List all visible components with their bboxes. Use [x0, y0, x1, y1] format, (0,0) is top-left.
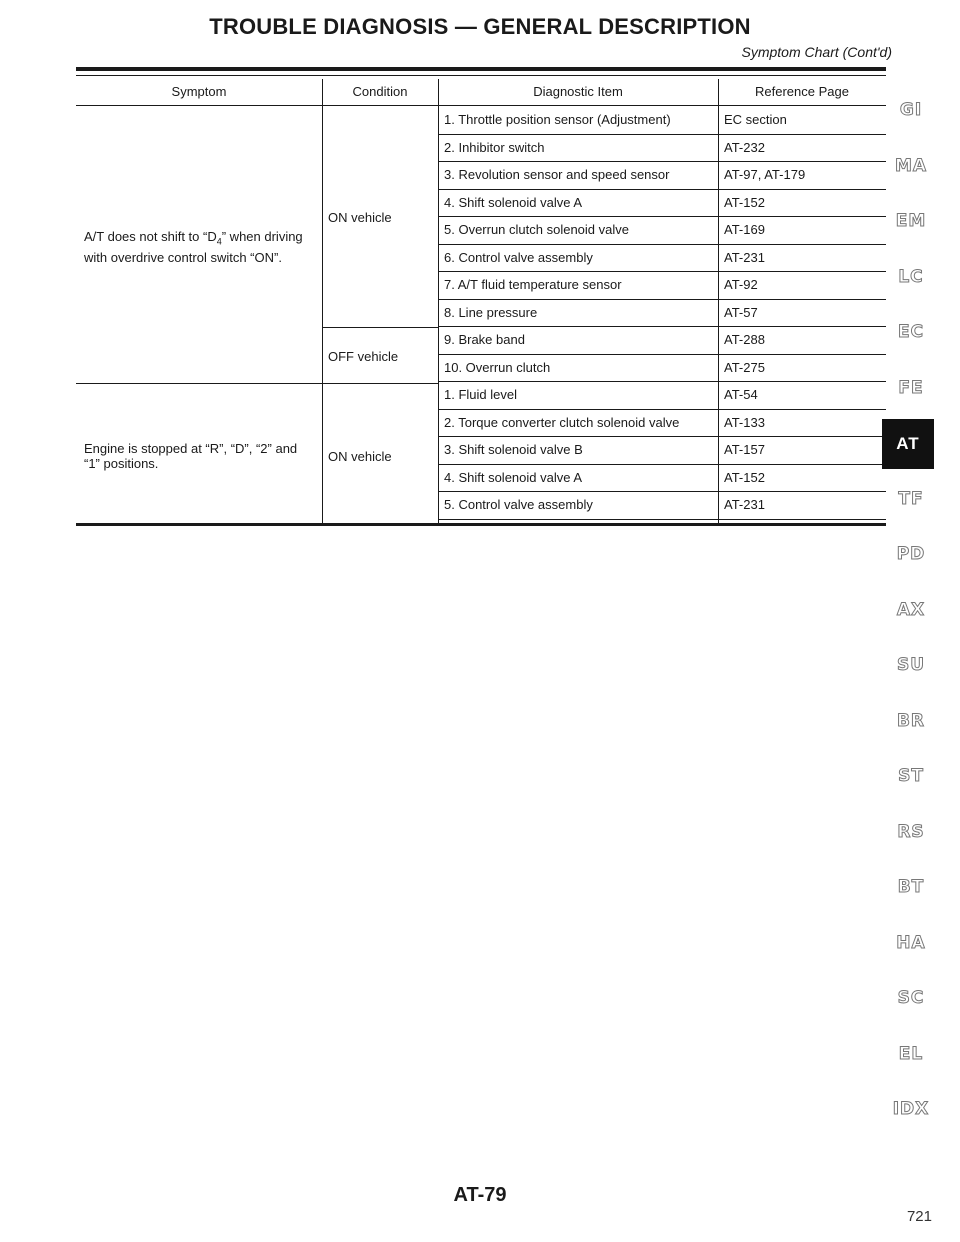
reference-page: AT-92	[724, 277, 758, 292]
diagnostic-item: 2. Inhibitor switch	[444, 139, 545, 155]
section-tab-ha[interactable]: HA	[896, 932, 926, 953]
section-tab-index	[876, 100, 960, 1119]
symptom-table	[76, 79, 886, 523]
diagnostic-item: 5. Control valve assembly	[444, 497, 593, 512]
section-tab-tf[interactable]: TF	[898, 488, 924, 509]
diagnostic-item: 1. Throttle position sensor (Adjustment)	[444, 112, 671, 127]
header-rule-thick	[76, 67, 886, 71]
section-tab-st[interactable]: ST	[898, 766, 924, 786]
scan-page-number: 721	[906, 1208, 932, 1225]
column-header-condition: Condition	[352, 84, 408, 99]
section-tab-el[interactable]: EL	[898, 1043, 924, 1064]
column-header-reference-page: Reference Page	[755, 84, 849, 99]
symptom-text-part: “1” positions.	[84, 456, 159, 471]
condition-label: OFF vehicle	[328, 349, 399, 364]
diagnostic-item: 1. Fluid level	[444, 387, 517, 402]
diagnostic-item: 4. Shift solenoid valve A	[444, 194, 583, 210]
section-tab-ma[interactable]: MA	[894, 155, 928, 176]
symptom-text-part: A/T does not shift to “D	[84, 229, 217, 244]
section-tab-fe[interactable]: FE	[898, 377, 924, 398]
diagnostic-item: 7. A/T fluid temperature sensor	[444, 277, 622, 292]
column-divider	[718, 79, 719, 523]
column-divider	[438, 79, 439, 523]
symptom-subscript: 4	[216, 236, 222, 247]
reference-page: AT-57	[724, 304, 758, 320]
page-number: AT-79	[453, 1184, 507, 1206]
diagnostic-item: 2. Torque converter clutch solenoid valve	[444, 414, 680, 430]
section-tab-su[interactable]: SU	[896, 655, 926, 675]
diagnostic-item: 6. Control valve assembly	[444, 249, 593, 265]
reference-page: AT-232	[724, 139, 765, 155]
reference-page: AT-133	[724, 414, 765, 430]
section-tab-idx[interactable]: IDX	[892, 1099, 930, 1119]
section-tab-br[interactable]: BR	[896, 710, 926, 731]
reference-page: AT-231	[724, 249, 765, 265]
reference-page: AT-152	[724, 469, 765, 485]
diagnostic-item: 3. Revolution sensor and speed sensor	[444, 167, 670, 182]
reference-page: AT-288	[724, 332, 765, 347]
reference-page: AT-54	[724, 387, 758, 402]
table-bottom-rule	[76, 523, 886, 526]
row-divider	[438, 519, 886, 520]
symptom-text	[84, 441, 324, 471]
column-header-diagnostic-item: Diagnostic Item	[533, 84, 623, 99]
condition-label: ON vehicle	[328, 449, 392, 464]
group-divider	[76, 383, 438, 384]
section-tab-rs[interactable]: RS	[897, 821, 925, 842]
reference-page: AT-152	[724, 194, 765, 210]
diagnostic-item: 9. Brake band	[444, 332, 525, 347]
section-tab-pd[interactable]: PD	[896, 544, 926, 564]
column-header-symptom: Symptom	[171, 84, 227, 99]
section-tab-bt[interactable]: BT	[897, 877, 925, 897]
page-subtitle: Symptom Chart (Cont'd)	[741, 44, 892, 60]
page-title: TROUBLE DIAGNOSIS — GENERAL DESCRIPTION	[209, 14, 751, 39]
section-tab-gi[interactable]: GI	[899, 100, 923, 120]
section-tab-em[interactable]: EM	[895, 211, 927, 231]
symptom-text-part: with overdrive control switch “ON”.	[84, 249, 282, 265]
section-tab-sc[interactable]: SC	[897, 988, 925, 1008]
symptom-text-part: Engine is stopped at “R”, “D”, “2” and	[84, 441, 298, 456]
symptom-text	[84, 229, 324, 265]
symptom-text-part: ” when driving	[221, 229, 303, 244]
diagnostic-item: 3. Shift solenoid valve B	[444, 442, 583, 457]
reference-page: EC section	[724, 112, 787, 127]
section-tab-at[interactable]: AT	[882, 419, 934, 469]
reference-page: AT-169	[724, 222, 765, 237]
reference-page: AT-97, AT-179	[724, 167, 806, 182]
header-rule-thin	[76, 75, 886, 76]
diagnostic-item: 8. Line pressure	[444, 304, 538, 320]
reference-page: AT-275	[724, 359, 765, 375]
condition-divider	[322, 327, 438, 328]
diagnostic-item: 10. Overrun clutch	[444, 359, 551, 375]
diagnostic-item: 4. Shift solenoid valve A	[444, 469, 583, 485]
reference-page: AT-157	[724, 442, 765, 457]
condition-label: ON vehicle	[328, 210, 392, 225]
section-tab-ax[interactable]: AX	[896, 599, 926, 620]
section-tab-ec[interactable]: EC	[897, 322, 925, 342]
diagnostic-item: 5. Overrun clutch solenoid valve	[444, 222, 629, 237]
section-tab-lc[interactable]: LC	[898, 266, 924, 287]
reference-page: AT-231	[724, 497, 765, 512]
